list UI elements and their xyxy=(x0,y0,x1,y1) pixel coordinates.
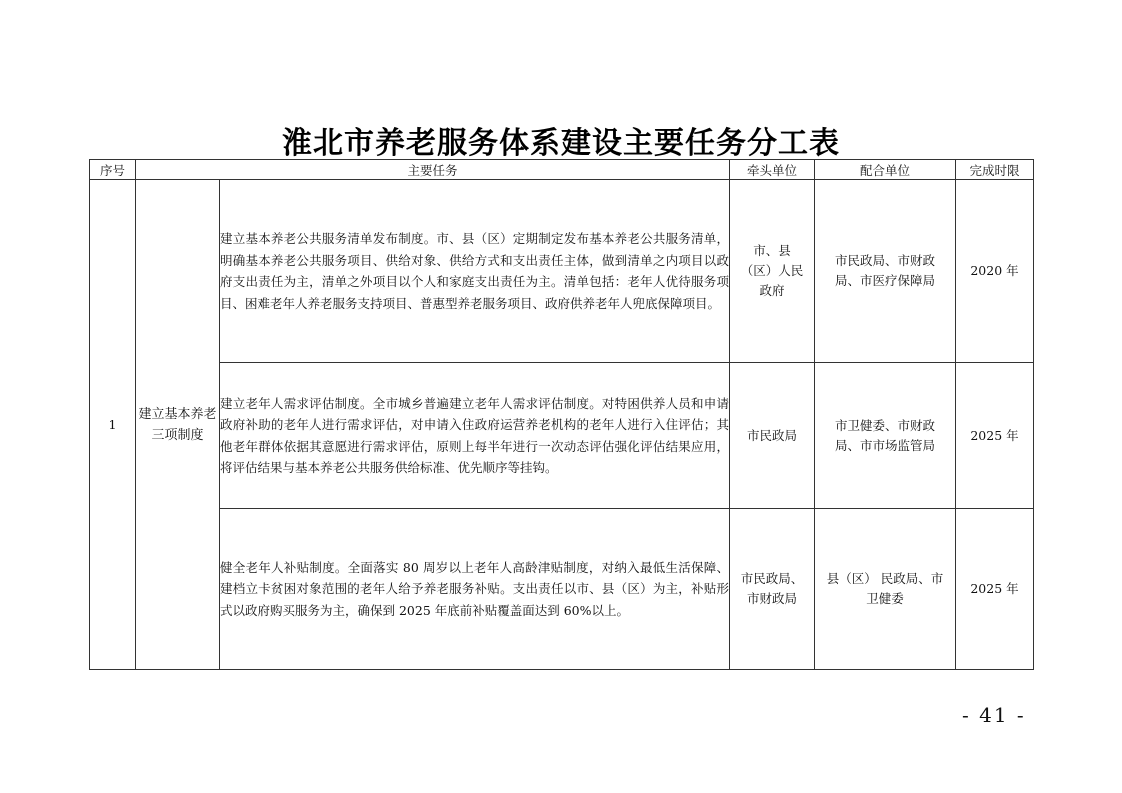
table-row xyxy=(90,509,1034,670)
row-index: 1 xyxy=(90,180,136,670)
page-title: 淮北市养老服务体系建设主要任务分工表 xyxy=(282,126,840,161)
lead-cell: 市、县（区）人民政府 xyxy=(730,180,815,363)
page-number: - 41 - xyxy=(962,703,1026,727)
header-index: 序号 xyxy=(90,160,136,180)
coop-cell: 县（区） 民政局、市卫健委 xyxy=(815,509,956,670)
table-header-row xyxy=(90,160,1034,180)
lead-cell: 市民政局、市财政局 xyxy=(730,509,815,670)
deadline-cell: 2020 年 xyxy=(956,180,1034,363)
task-cell: 建立基本养老公共服务清单发布制度。市、县（区）定期制定发布基本养老公共服务清单，明确基本养老公共服务项目、供给对象、供给方式和支出责任主体，做到清单之内项目以政府支出责任为主，清单之外项目以个人和家庭支出责任为主。清单包括：老年人优待服务项目、困难老年人养老服务支持项目、普惠型养老服务项目、政府供养老年人兜底保障项目。 xyxy=(220,180,730,363)
table-row xyxy=(90,363,1034,509)
header-coop: 配合单位 xyxy=(815,160,956,180)
row-category: 建立基本养老三项制度 xyxy=(136,180,220,670)
deadline-cell: 2025 年 xyxy=(956,363,1034,509)
header-task: 主要任务 xyxy=(136,160,730,180)
coop-cell: 市民政局、市财政局、市医疗保障局 xyxy=(815,180,956,363)
table-row xyxy=(90,180,1034,363)
deadline-cell: 2025 年 xyxy=(956,509,1034,670)
coop-cell: 市卫健委、市财政局、市市场监管局 xyxy=(815,363,956,509)
task-cell: 建立老年人需求评估制度。全市城乡普遍建立老年人需求评估制度。对特困供养人员和申请政府补助的老年人进行需求评估，对申请入住政府运营养老机构的老年人进行入住评估；其他老年群体依据其意愿进行需求评估，原则上每半年进行一次动态评估强化评估结果应用，将评估结果与基本养老公共服务供给标准、优先顺序等挂钩。 xyxy=(220,363,730,509)
task-table xyxy=(89,159,1034,670)
lead-cell: 市民政局 xyxy=(730,363,815,509)
header-deadline: 完成时限 xyxy=(956,160,1034,180)
header-lead: 牵头单位 xyxy=(730,160,815,180)
task-cell: 健全老年人补贴制度。全面落实 80 周岁以上老年人高龄津贴制度，对纳入最低生活保障、建档立卡贫困对象范围的老年人给予养老服务补贴。支出责任以市、县（区）为主，补贴形式以政府购买服务为主，确保到 2025 年底前补贴覆盖面达到 60%以上。 xyxy=(220,509,730,670)
